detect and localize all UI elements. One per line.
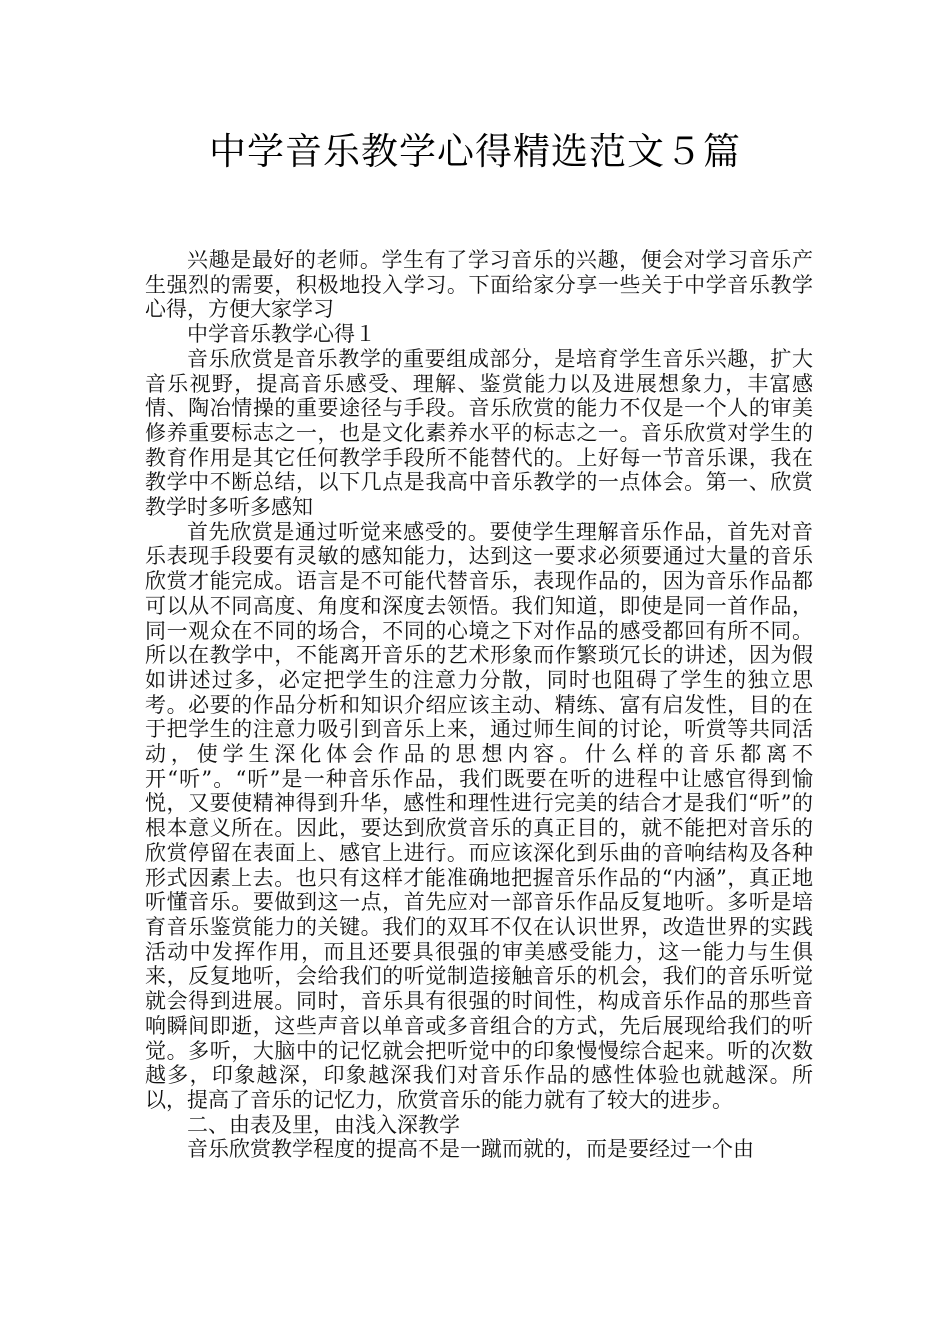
intro-paragraph: 兴趣是最好的老师。学生有了学习音乐的兴趣，便会对学习音乐产生强烈的需要，积极地投入学习。下面给家分享一些关于中学音乐教学心得，方便大家学习 <box>145 248 813 322</box>
document-body <box>145 248 813 1162</box>
section-heading-1: 中学音乐教学心得１ <box>187 322 376 347</box>
section-heading-2: 二、由表及里，由浅入深教学 <box>187 1112 460 1137</box>
body-paragraph-2: 首先欣赏是通过听觉来感受的。要使学生理解音乐作品，首先对音乐表现手段要有灵敏的感知能力，达到这一要求必须要通过大量的音乐欣赏才能完成。语言是不可能代替音乐，表现作品的，因为音乐作品都可以从不同高度、角度和深度去领悟。我们知道，即使是同一首作品，同一观众在不同的场合，不同的心境之下对作品的感受都回有所不同。所以在教学中，不能离开音乐的艺术形象而作繁琐冗长的讲述，因为假如讲述过多，必定把学生的注意力分散，同时也阻碍了学生的独立思考。必要的作品分析和知识介绍应该主动、精练、富有启发性，目的在于把学生的注意力吸引到音乐上来，通过师生间的讨论，听赏等共同活动，使学生深化体会作品的思想内容。什么样的音乐都离不开“听”。“听”是一种音乐作品，我们既要在听的进程中让感官得到愉悦，又要使精神得到升华，感性和理性进行完美的结合才是我们“听”的根本意义所在。因此，要达到欣赏音乐的真正目的，就不能把对音乐的欣赏停留在表面上、感官上进行。而应该深化到乐曲的音响结构及各种形式因素上去。也只有这样才能准确地把握音乐作品的“内涵”，真正地听懂音乐。要做到这一点，首先应对一部音乐作品反复地听。多听是培育音乐鉴赏能力的关键。我们的双耳不仅在认识世界，改造世界的实践活动中发挥作用，而且还要具很强的审美感受能力，这一能力与生俱来，反复地听，会给我们的听觉制造接触音乐的机会，我们的音乐听觉就会得到进展。同时，音乐具有很强的时间性，构成音乐作品的那些音响瞬间即逝，这些声音以单音或多音组合的方式，先后展现给我们的听觉。多听，大脑中的记忆就会把听觉中的印象慢慢综合起来。听的次数越多，印象越深，印象越深我们对音乐作品的感性体验也就越深。所以，提高了音乐的记忆力，欣赏音乐的能力就有了较大的进步。 <box>145 519 813 1112</box>
document-title: 中学音乐教学心得精选范文５篇 <box>209 130 741 173</box>
body-paragraph-3: 音乐欣赏教学程度的提高不是一蹴而就的，而是要经过一个由 <box>187 1137 754 1162</box>
body-paragraph-1: 音乐欣赏是音乐教学的重要组成部分，是培育学生音乐兴趣，扩大音乐视野，提高音乐感受、理解、鉴赏能力以及进展想象力，丰富感情、陶冶情操的重要途径与手段。音乐欣赏的能力不仅是一个人的审美修养重要标志之一，也是文化素养水平的标志之一。音乐欣赏对学生的教育作用是其它任何教学手段所不能替代的。上好每一节音乐课，我在教学中不断总结，以下几点是我高中音乐教学的一点体会。第一、欣赏教学时多听多感知 <box>145 346 813 520</box>
